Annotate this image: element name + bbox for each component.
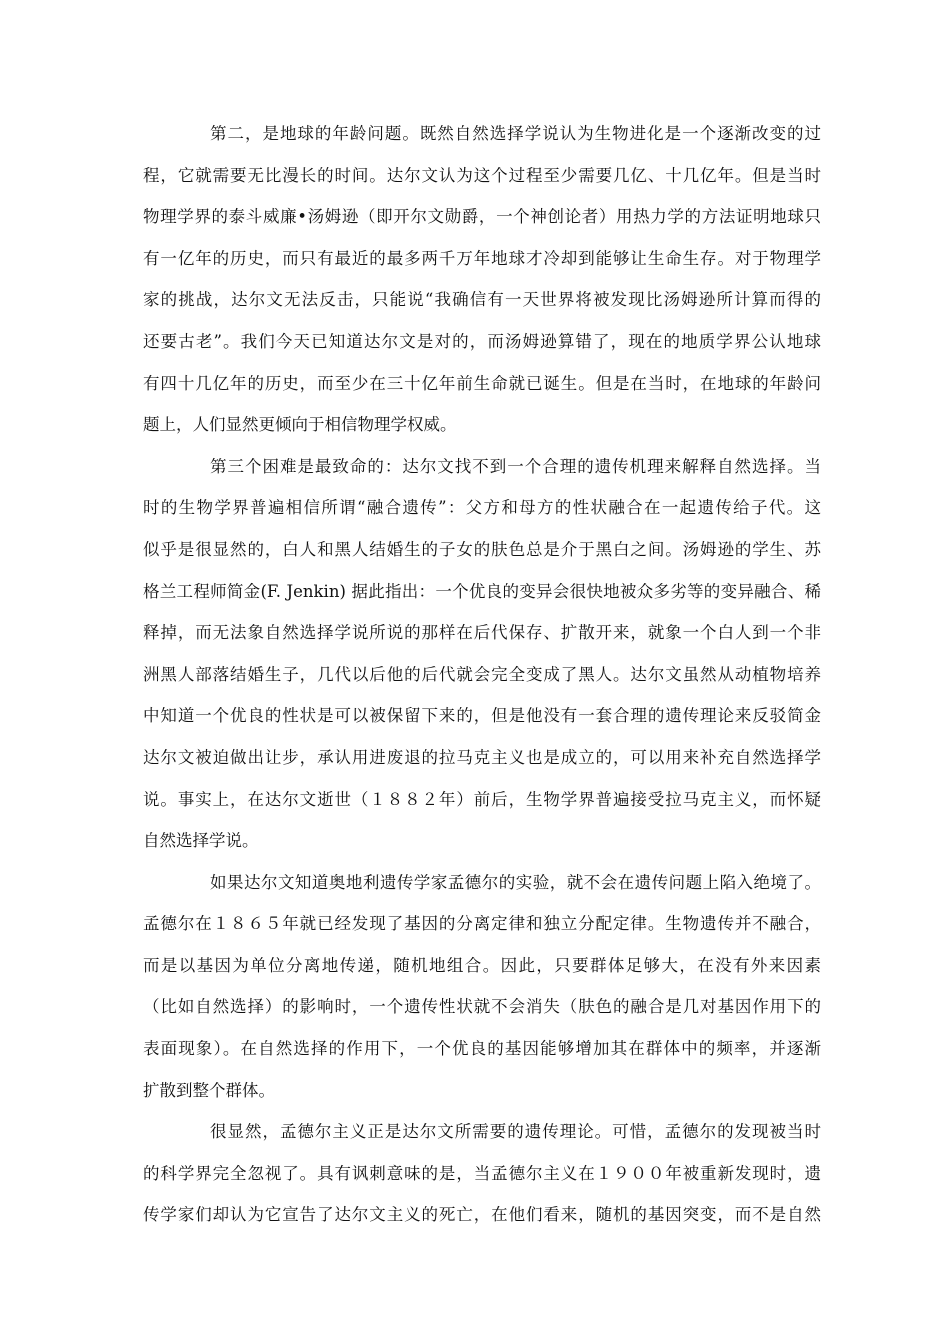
text-line: 孟德尔在１８６５年就已经发现了基因的分离定律和独立分配定律。生物遗传并不融合， [143,914,821,934]
text-line: 而是以基因为单位分离地传递，随机地组合。因此，只要群体足够大，在没有外来因素 [143,955,821,975]
text-line: 题上，人们显然更倾向于相信物理学权威。 [143,415,457,435]
text-line: 扩散到整个群体。 [143,1080,275,1100]
text-line: 时的生物学界普遍相信所谓“融合遗传”：父方和母方的性状融合在一起遗传给子代。这 [143,498,821,518]
text-line: 释掉，而无法象自然选择学说所说的那样在后代保存、扩散开来，就象一个白人到一个非 [143,623,821,643]
text-line: 程，它就需要无比漫长的时间。达尔文认为这个过程至少需要几亿、十几亿年。但是当时 [143,165,821,185]
text-line: 物理学界的泰斗威廉•汤姆逊（即开尔文勋爵，一个神创论者）用热力学的方法证明地球只 [143,207,821,227]
text-line: 洲黑人部落结婚生子，几代以后他的后代就会完全变成了黑人。达尔文虽然从动植物培养 [143,664,821,684]
text-line: 格兰工程师简金(F. Jenkin) 据此指出：一个优良的变异会很快地被众多劣等的变异融合、稀 [143,581,821,601]
text-line: 似乎是很显然的，白人和黑人结婚生的子女的肤色总是介于黑白之间。汤姆逊的学生、苏 [143,539,821,559]
paragraph-first-line: 很显然，孟德尔主义正是达尔文所需要的遗传理论。可惜，孟德尔的发现被当时 [210,1122,821,1142]
text-line: 说。事实上，在达尔文逝世（１８８２年）前后，生物学界普遍接受拉马克主义，而怀疑 [143,789,821,809]
text-line: （比如自然选择）的影响时，一个遗传性状就不会消失（肤色的融合是几对基因作用下的 [143,997,821,1017]
text-line: 有四十几亿年的历史，而至少在三十亿年前生命就已诞生。但是在当时，在地球的年龄问 [143,373,821,393]
text-line: 有一亿年的历史，而只有最近的最多两千万年地球才冷却到能够让生命生存。对于物理学 [143,248,821,268]
text-line: 中知道一个优良的性状是可以被保留下来的，但是他没有一套合理的遗传理论来反驳简金 [143,706,821,726]
text-line: 达尔文被迫做出让步，承认用进废退的拉马克主义也是成立的，可以用来补充自然选择学 [143,747,821,767]
paragraph-first-line: 第二，是地球的年龄问题。既然自然选择学说认为生物进化是一个逐渐改变的过 [210,124,821,143]
text-line: 还要古老”。我们今天已知道达尔文是对的，而汤姆逊算错了，现在的地质学界公认地球 [143,331,821,351]
document-body [143,113,821,1236]
text-line: 自然选择学说。 [143,831,259,851]
text-line: 表面现象）。在自然选择的作用下，一个优良的基因能够增加其在群体中的频率，并逐渐 [143,1039,821,1059]
paragraph-first-line: 第三个困难是最致命的：达尔文找不到一个合理的遗传机理来解释自然选择。当 [210,456,821,476]
text-line: 的科学界完全忽视了。具有讽刺意味的是，当孟德尔主义在１９００年被重新发现时，遗 [143,1163,821,1183]
text-line: 传学家们却认为它宣告了达尔文主义的死亡，在他们看来，随机的基因突变，而不是自然 [143,1205,821,1225]
text-line: 家的挑战，达尔文无法反击，只能说“我确信有一天世界将被发现比汤姆逊所计算而得的 [143,290,821,310]
paragraph-first-line: 如果达尔文知道奥地利遗传学家孟德尔的实验，就不会在遗传问题上陷入绝境了。 [210,872,821,892]
